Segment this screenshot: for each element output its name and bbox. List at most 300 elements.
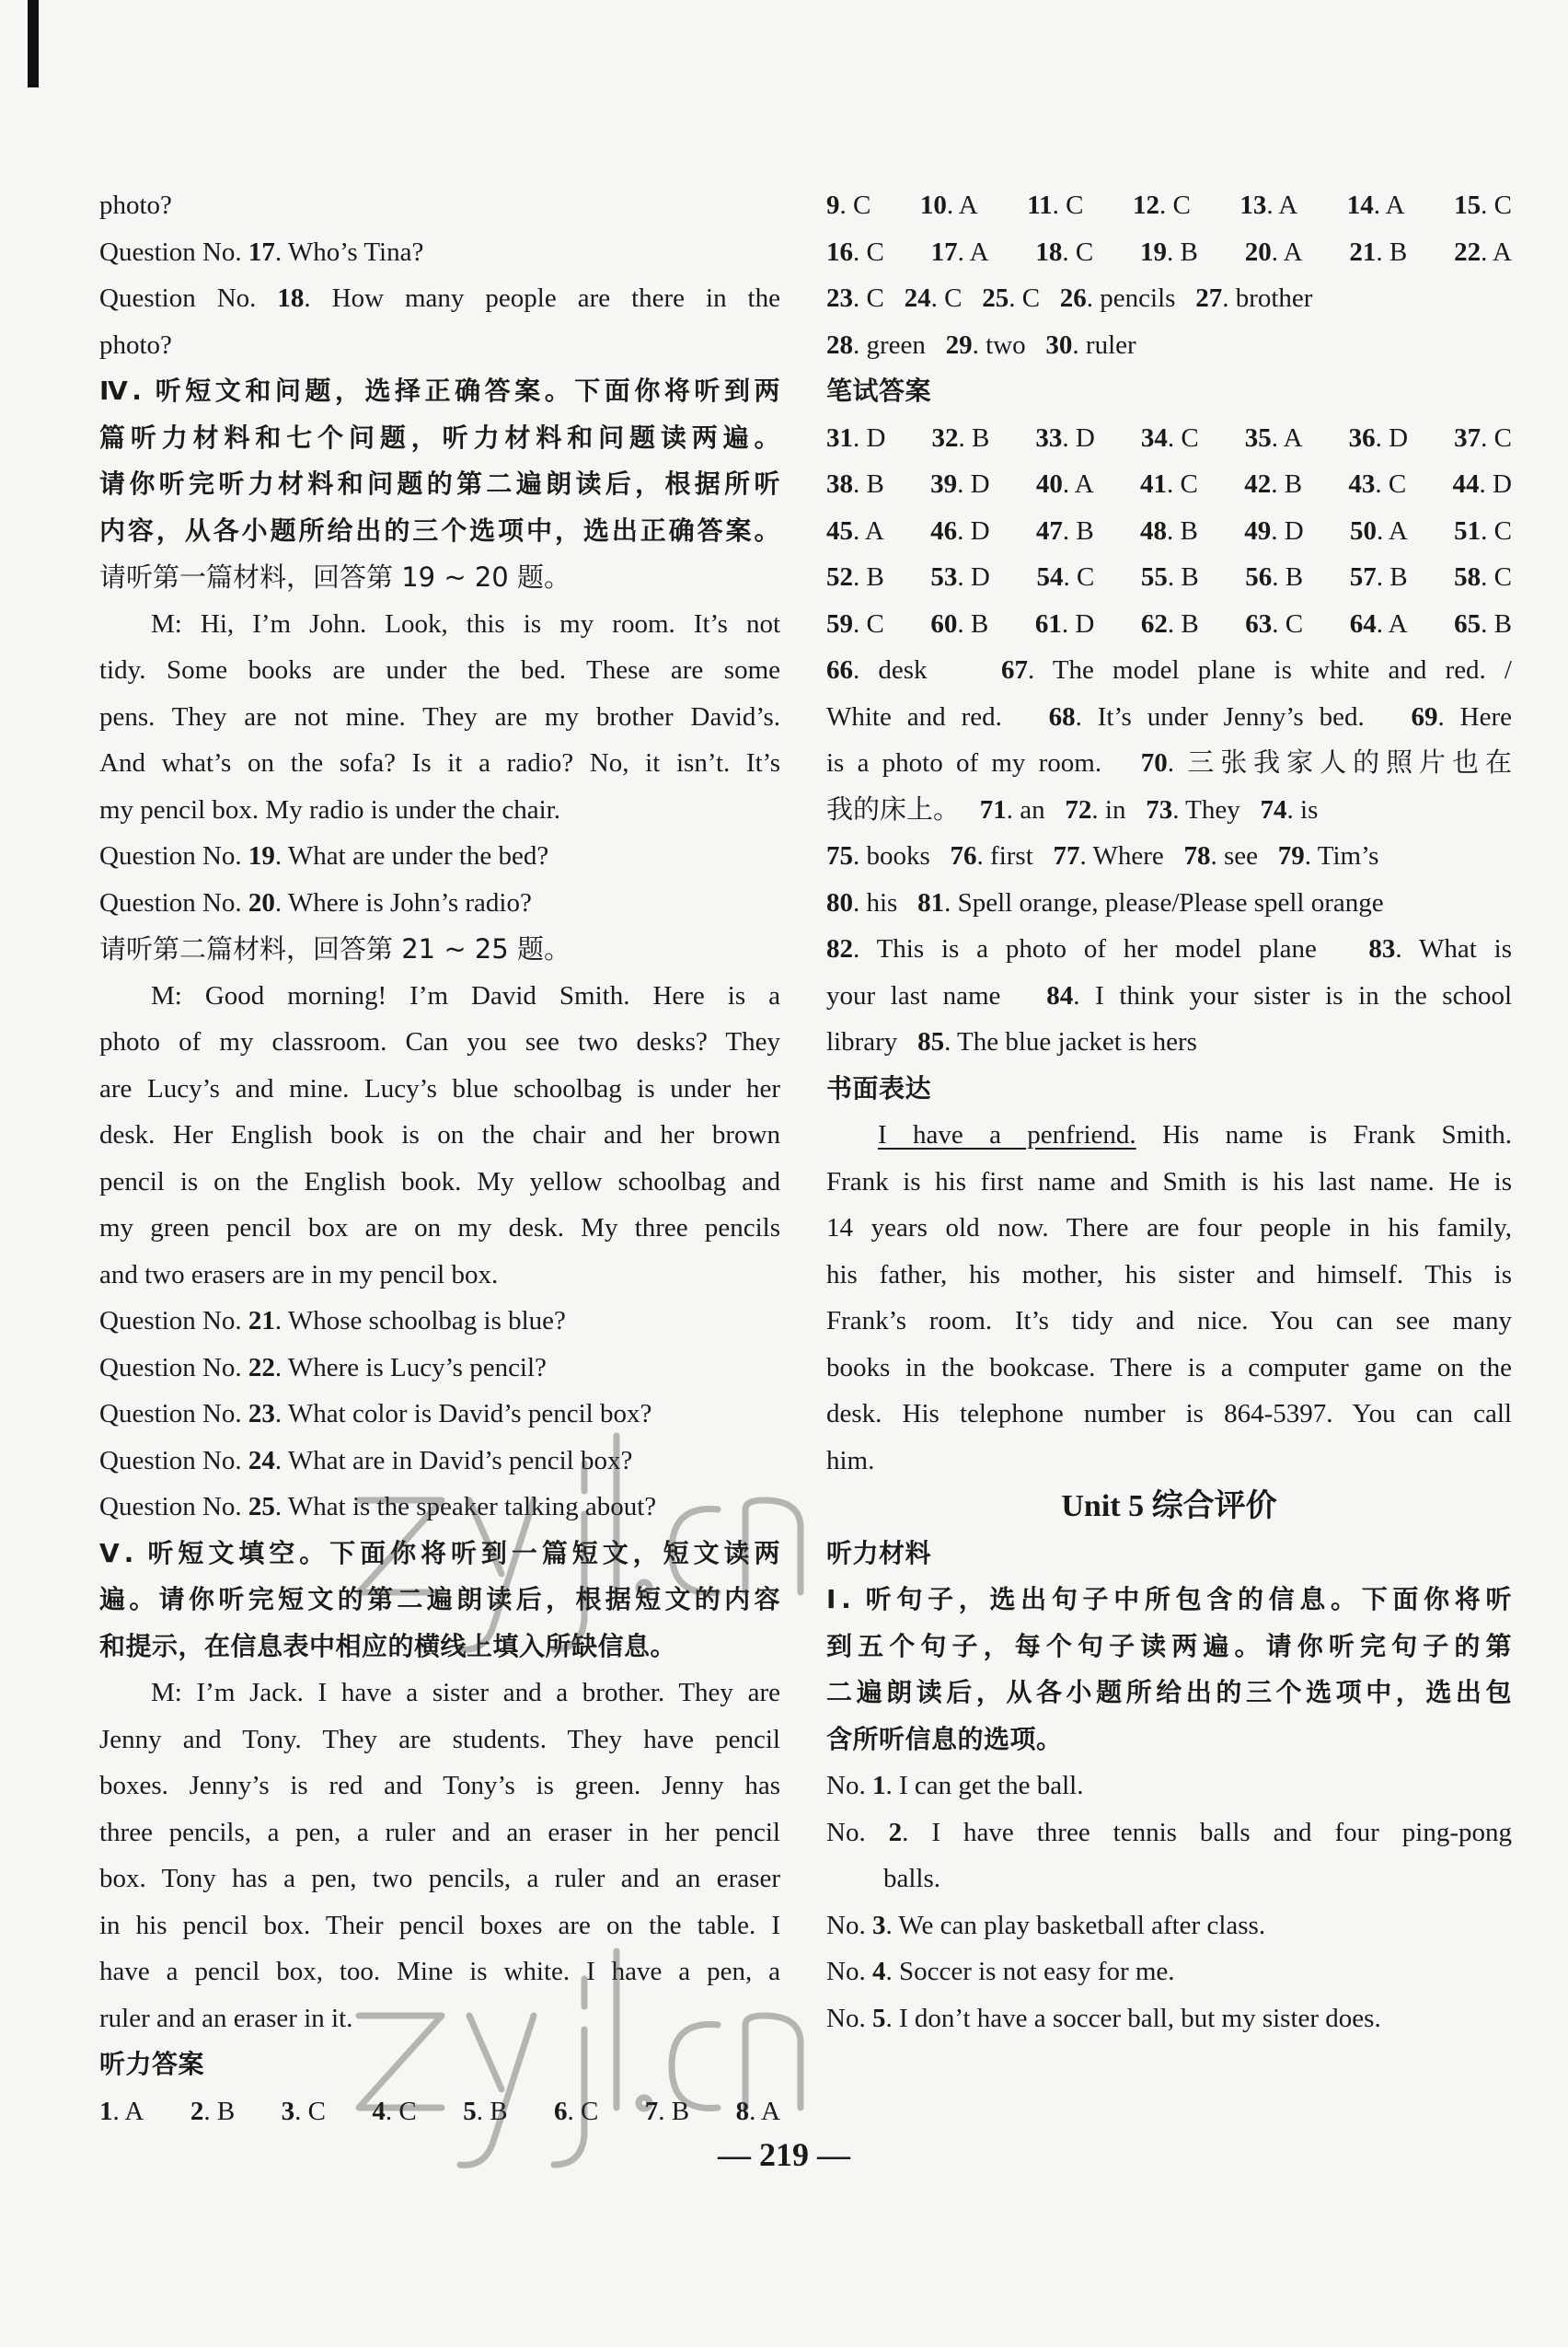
answer-item: 17. A	[930, 237, 989, 267]
answer-number: 57	[1349, 562, 1377, 592]
answer-number: 8	[735, 2096, 750, 2126]
text-run: No.	[826, 1771, 872, 1800]
text-run: . The model plane is white and red. /	[1027, 655, 1512, 685]
answer-item: 37. C	[1454, 422, 1512, 453]
answer-item: 16. C	[826, 237, 884, 267]
text-run: Question No.	[99, 1306, 248, 1335]
answer-item: 34. C	[1140, 422, 1199, 453]
answer-choice: C	[398, 2096, 417, 2126]
answer-item: 6. C	[554, 2096, 599, 2126]
answer-choice: B	[866, 562, 884, 592]
text-run: No.	[826, 1910, 872, 1940]
answer-choice: C	[1388, 469, 1407, 499]
left-column-line-30: Ⅴ. 听短文填空。下面你将听到一篇短文，短文读两	[99, 1537, 780, 1568]
question-number: 18	[277, 283, 305, 313]
text-run: . What is	[1395, 934, 1512, 964]
answer-item: 63. C	[1245, 608, 1304, 639]
answer-item: 12. C	[1133, 191, 1191, 220]
question-number: 75	[826, 841, 853, 871]
answer-item: 7. B	[644, 2096, 690, 2126]
text-run: . This is a photo of her model plane	[853, 934, 1369, 964]
answer-number: 14	[1346, 191, 1374, 220]
answer-item: 39. D	[930, 469, 990, 499]
left-column-line-24: and two erasers are in my pencil box.	[99, 1259, 499, 1289]
text-run: Question No.	[99, 1352, 248, 1382]
right-column-line-24: his father, his mother, his sister and himself. This is	[826, 1259, 1512, 1289]
right-column-line-19	[826, 1019, 1512, 1066]
right-column-line-38	[826, 1902, 1512, 1949]
left-column-line-31: 遍。请你听完短文的第二遍朗读后，根据短文的内容	[99, 1584, 780, 1614]
answer-number: 60	[930, 608, 958, 639]
text-run: . see	[1210, 841, 1278, 871]
answer-number: 41	[1140, 469, 1168, 499]
question-number: 67	[1000, 655, 1028, 685]
answer-item: 32. B	[931, 422, 990, 453]
answer-item: 59. C	[826, 608, 884, 639]
right-column-line-15	[826, 833, 1512, 880]
answer-number: 11	[1027, 191, 1053, 220]
answer-choice: B	[490, 2096, 508, 2126]
answer-number: 55	[1140, 562, 1168, 592]
answer-item: 31. D	[826, 422, 886, 453]
left-column-line-17: 请听第二篇材料，回答第 21 ~ 25 题。	[99, 933, 571, 965]
text-run: No.	[826, 2003, 872, 2033]
answer-number: 61	[1034, 608, 1062, 639]
answer-number: 40	[1035, 469, 1063, 499]
answer-choice: C	[1180, 469, 1198, 499]
answer-number: 43	[1348, 469, 1376, 499]
right-column-line-17	[826, 926, 1512, 973]
answer-item: 64. A	[1349, 608, 1408, 639]
question-number: 28	[826, 330, 853, 360]
text-run: . two	[972, 330, 1046, 360]
answer-choice: D	[1389, 422, 1409, 453]
answer-choice: A	[1492, 237, 1512, 267]
answer-number: 34	[1140, 422, 1168, 453]
text-run: . What are in David’s pencil box?	[274, 1445, 633, 1475]
question-number: 68	[1048, 701, 1076, 732]
answer-choice: C	[853, 191, 871, 220]
right-column-line-3	[826, 275, 1512, 322]
text-run: . What is the speaker talking about?	[274, 1492, 657, 1521]
right-column-line-25: Frank’s room. It’s tidy and nice. You can see many	[826, 1306, 1512, 1335]
answer-choice: D	[1075, 608, 1095, 639]
text-run: . What color is David’s pencil box?	[274, 1399, 652, 1428]
answer-item: 54. C	[1036, 562, 1095, 592]
answer-choice: B	[1181, 608, 1199, 639]
answer-number: 44	[1452, 469, 1480, 499]
answer-number: 16	[826, 237, 853, 267]
answer-choice: C	[1285, 608, 1304, 639]
left-column-line-22: pencil is on the English book. My yellow schoolbag and	[99, 1166, 780, 1197]
answer-choice: C	[1493, 191, 1512, 220]
answer-item: 18. C	[1035, 237, 1094, 267]
question-number: 26	[1059, 283, 1087, 313]
text-run: . Who’s Tina?	[274, 237, 424, 267]
answer-choice: A	[761, 2096, 780, 2126]
question-number: 25	[982, 283, 1009, 313]
text-run: His name is Frank Smith.	[1136, 1120, 1512, 1150]
answer-choice: B	[1285, 562, 1304, 592]
right-column-line-16	[826, 880, 1512, 927]
answer-number: 36	[1348, 422, 1376, 453]
right-column-line-32: 到五个句子，每个句子读两遍。请你听完句子的第	[826, 1630, 1512, 1661]
text-run: White and red.	[826, 701, 1049, 732]
right-column	[826, 182, 1512, 2041]
answer-choice: C	[1493, 422, 1512, 453]
right-column-line-2	[826, 229, 1512, 276]
right-column-line-34: 含所听信息的选项。	[826, 1723, 1063, 1754]
answer-choice: B	[1180, 515, 1198, 546]
answer-choice: B	[866, 469, 884, 499]
text-run: your last name	[826, 980, 1047, 1011]
left-column-line-36: three pencils, a pen, a ruler and an eraser in her pencil	[99, 1817, 780, 1847]
question-number: 21	[248, 1306, 275, 1335]
right-column-line-9	[826, 554, 1512, 601]
text-run: . The blue jacket is hers	[944, 1027, 1197, 1057]
answer-item: 47. B	[1035, 515, 1094, 546]
answer-number: 1	[99, 2096, 113, 2126]
text-run: No.	[826, 1817, 889, 1847]
answer-item: 40. A	[1035, 469, 1094, 499]
left-column-line-6: 篇听力材料和七个问题，听力材料和问题读两遍。	[99, 422, 780, 453]
text-run: is a photo of my room.	[826, 748, 1141, 778]
right-column-line-11	[826, 647, 1512, 694]
left-column-line-21: desk. Her English book is on the chair and her brown	[99, 1120, 780, 1150]
question-number: 80	[826, 887, 853, 918]
answer-choice: A	[1388, 515, 1408, 546]
text-run: library	[826, 1027, 918, 1057]
text-run: . Where is Lucy’s pencil?	[274, 1352, 547, 1382]
text-run: . his	[853, 887, 918, 918]
answer-item: 10. A	[919, 191, 978, 220]
answer-number: 21	[1349, 237, 1377, 267]
answer-item: 20. A	[1244, 237, 1303, 267]
answer-number: 33	[1035, 422, 1063, 453]
answer-number: 50	[1349, 515, 1377, 546]
text-run: Question No.	[99, 1399, 248, 1428]
answer-item: 5. B	[463, 2096, 508, 2126]
text-run: . What are under the bed?	[274, 841, 549, 871]
text-run: . Where is John’s radio?	[274, 887, 532, 918]
answer-number: 15	[1454, 191, 1482, 220]
question-number: 5	[871, 2003, 886, 2033]
answer-item: 53. D	[930, 562, 990, 592]
text-run: Question No.	[99, 841, 248, 871]
left-column-line-5: Ⅳ. 听短文和问题，选择正确答案。下面你将听到两	[99, 376, 780, 406]
right-column-line-35	[826, 1763, 1512, 1809]
answer-item: 51. C	[1454, 515, 1512, 546]
right-column-line-21	[826, 1112, 1512, 1159]
answer-choice: A	[1278, 191, 1298, 220]
left-column-line-8: 内容，从各小题所给出的三个选项中，选出正确答案。	[99, 514, 780, 546]
left-column-line-37: box. Tony has a pen, two pencils, a ruler and an eraser	[99, 1864, 780, 1893]
question-number: 3	[871, 1910, 886, 1940]
answer-item: 11. C	[1027, 191, 1084, 220]
left-column-line-18: M: Good morning! I’m David Smith. Here is a	[151, 980, 780, 1011]
text-run: . C	[1009, 283, 1060, 313]
left-column-line-32: 和提示，在信息表中相应的横线上填入所缺信息。	[99, 1630, 677, 1661]
answer-number: 3	[281, 2096, 295, 2126]
answer-choice: B	[1180, 237, 1198, 267]
answer-item: 58. C	[1454, 562, 1512, 592]
answer-choice: A	[864, 515, 884, 546]
answer-choice: A	[1385, 191, 1405, 220]
text-run: . 三张我家人的照片也在	[1167, 748, 1512, 778]
text-run: . Tim’s	[1304, 841, 1379, 871]
text-run: . I can get the ball.	[885, 1771, 1084, 1800]
answer-choice: C	[1181, 422, 1199, 453]
answer-item: 3. C	[281, 2096, 326, 2126]
answer-item: 45. A	[826, 515, 884, 546]
question-number: 23	[248, 1399, 275, 1428]
answer-number: 17	[930, 237, 958, 267]
left-column-line-1: photo?	[99, 191, 172, 220]
answer-item: 13. A	[1239, 191, 1298, 220]
answer-choice: D	[970, 515, 990, 546]
answer-number: 31	[826, 422, 853, 453]
answer-choice: D	[1492, 469, 1512, 499]
answer-item: 61. D	[1034, 608, 1095, 639]
text-run: . They	[1172, 794, 1261, 825]
question-number: 73	[1146, 794, 1173, 825]
left-column-line-26	[99, 1345, 780, 1392]
right-column-line-31: Ⅰ. 听句子，选出句子中所包含的信息。下面你将听	[826, 1584, 1512, 1614]
answer-item: 65. B	[1454, 608, 1512, 639]
text-run: . pencils	[1086, 283, 1196, 313]
answer-choice: A	[1283, 422, 1303, 453]
answer-item: 2. B	[190, 2096, 236, 2126]
answer-number: 20	[1244, 237, 1272, 267]
question-number: 1	[871, 1771, 886, 1800]
page-number: — 219 —	[718, 2136, 850, 2173]
answer-number: 65	[1454, 608, 1482, 639]
text-run: Question No.	[99, 1445, 248, 1475]
left-column	[99, 182, 780, 2134]
left-column-line-13: And what’s on the sofa? Is it a radio? No, it isn’t. It’s	[99, 748, 780, 778]
answer-number: 56	[1245, 562, 1273, 592]
answer-choice: C	[1076, 562, 1095, 592]
text-run: . C	[930, 283, 983, 313]
text-run: . an	[1006, 794, 1066, 825]
answer-number: 12	[1133, 191, 1159, 220]
answer-item: 41. C	[1140, 469, 1198, 499]
answer-item: 9. C	[826, 191, 871, 220]
question-number: 24	[248, 1445, 275, 1475]
answer-choice: C	[866, 237, 884, 267]
left-column-line-4: photo?	[99, 330, 172, 360]
answer-choice: C	[1066, 191, 1084, 220]
text-run: . green	[853, 330, 946, 360]
answer-item: 52. B	[826, 562, 884, 592]
answer-number: 35	[1244, 422, 1272, 453]
answer-choice: B	[1076, 515, 1094, 546]
text-run: . Soccer is not easy for me.	[885, 1957, 1175, 1986]
answer-number: 4	[372, 2096, 386, 2126]
question-number: 25	[248, 1492, 275, 1521]
right-column-line-23: 14 years old now. There are four people in his family,	[826, 1213, 1512, 1243]
left-column-line-33: M: I’m Jack. I have a sister and a brother. They are	[151, 1678, 780, 1707]
right-column-line-8	[826, 508, 1512, 555]
question-number: 22	[248, 1352, 275, 1382]
question-number: 81	[917, 887, 945, 918]
answer-choice: B	[970, 608, 989, 639]
answer-item: 35. A	[1244, 422, 1303, 453]
right-column-line-33: 二遍朗读后，从各小题所给出的三个选项中，选出包	[826, 1677, 1512, 1707]
answer-item: 49. D	[1244, 515, 1304, 546]
text-run: No.	[826, 1957, 872, 1986]
answer-choice: D	[1075, 422, 1095, 453]
answer-number: 54	[1036, 562, 1064, 592]
left-column-line-29	[99, 1484, 780, 1531]
text-run: . brother	[1222, 283, 1313, 313]
left-column-line-15	[99, 833, 780, 880]
question-number: 24	[904, 283, 931, 313]
text-run: . books	[853, 841, 951, 871]
question-number: 66	[826, 655, 853, 685]
answer-choice: C	[1075, 237, 1094, 267]
question-number: 69	[1411, 701, 1438, 732]
answer-number: 64	[1349, 608, 1377, 639]
right-column-line-20: 书面表达	[826, 1072, 932, 1104]
left-column-line-12: pens. They are not mine. They are my brother David’s.	[99, 701, 780, 732]
answer-item: 4. C	[372, 2096, 417, 2126]
right-column-line-1	[826, 182, 1512, 229]
answer-choice: C	[1493, 515, 1512, 546]
text-run: Question No.	[99, 283, 278, 313]
answer-number: 47	[1035, 515, 1063, 546]
question-number: 77	[1053, 841, 1080, 871]
right-column-line-7	[826, 461, 1512, 508]
text-run: Question No.	[99, 887, 248, 918]
answer-choice: A	[1074, 469, 1094, 499]
left-column-line-35: boxes. Jenny’s is red and Tony’s is green. Jenny has	[99, 1771, 780, 1800]
question-number: 71	[979, 794, 1007, 825]
answer-number: 32	[931, 422, 959, 453]
answer-number: 2	[190, 2096, 204, 2126]
right-column-line-40	[826, 1995, 1512, 2042]
right-column-line-26: books in the bookcase. There is a computer game on the	[826, 1352, 1512, 1382]
text-run: . I think your sister is in the school	[1073, 980, 1512, 1011]
text-run: . It’s under Jenny’s bed.	[1075, 701, 1412, 732]
text-run: . Whose schoolbag is blue?	[274, 1306, 566, 1335]
left-column-line-38: in his pencil box. Their pencil boxes are on the table. I	[99, 1910, 780, 1940]
answer-choice: B	[1389, 562, 1408, 592]
answer-item: 38. B	[826, 469, 884, 499]
answer-choice: B	[971, 422, 990, 453]
answer-number: 18	[1035, 237, 1063, 267]
left-column-line-2	[99, 229, 780, 276]
answer-item: 33. D	[1035, 422, 1095, 453]
answer-choice: A	[1283, 237, 1303, 267]
text-run: . I don’t have a soccer ball, but my sister does.	[885, 2003, 1381, 2033]
answer-choice: A	[958, 191, 978, 220]
answer-item: 15. C	[1454, 191, 1512, 220]
question-number: 70	[1140, 748, 1168, 778]
answer-number: 59	[826, 608, 853, 639]
answer-choice: C	[1172, 191, 1191, 220]
answer-number: 63	[1245, 608, 1273, 639]
text-run: . Here	[1437, 701, 1512, 732]
text-run: Question No.	[99, 237, 248, 267]
answer-item: 44. D	[1452, 469, 1512, 499]
question-number: 4	[871, 1957, 886, 1986]
question-number: 23	[826, 283, 853, 313]
question-number: 19	[248, 841, 275, 871]
left-column-line-20: are Lucy’s and mine. Lucy’s blue schoolbag is under her	[99, 1073, 780, 1104]
answer-item: 42. B	[1244, 469, 1303, 499]
question-number: 85	[917, 1027, 945, 1057]
right-column-line-12	[826, 694, 1512, 741]
text-run: . Where	[1079, 841, 1184, 871]
answer-item: 46. D	[930, 515, 990, 546]
answer-choice: D	[970, 562, 990, 592]
right-column-line-18	[826, 973, 1512, 1020]
text-run: . ruler	[1072, 330, 1136, 360]
text-run: . in	[1091, 794, 1147, 825]
answer-number: 51	[1454, 515, 1482, 546]
answer-item: 19. B	[1140, 237, 1198, 267]
answer-number: 42	[1244, 469, 1272, 499]
left-column-line-11: tidy. Some books are under the bed. These are some	[99, 655, 780, 685]
answer-number: 22	[1454, 237, 1482, 267]
left-column-line-27	[99, 1391, 780, 1438]
text-run: . desk	[853, 655, 1001, 685]
right-column-line-36	[826, 1809, 1512, 1856]
answer-choice: B	[1493, 608, 1512, 639]
left-column-line-41: 听力答案	[99, 2049, 205, 2079]
left-column-line-40: ruler and an eraser in it.	[99, 2003, 353, 2033]
answer-choice: D	[866, 422, 886, 453]
answer-item: 48. B	[1140, 515, 1198, 546]
question-number: 27	[1195, 283, 1223, 313]
text-run: . Spell orange, please/Please spell orange	[944, 887, 1384, 918]
left-column-line-28	[99, 1438, 780, 1485]
right-column-line-28: him.	[826, 1445, 875, 1475]
answer-item: 60. B	[930, 608, 989, 639]
underlined-text: I have a penfriend.	[878, 1120, 1136, 1150]
answer-number: 49	[1244, 515, 1272, 546]
answer-choice: A	[969, 237, 989, 267]
left-column-line-19: photo of my classroom. Can you see two desks? They	[99, 1027, 780, 1057]
answer-choice: D	[970, 469, 990, 499]
text-run: . C	[853, 283, 905, 313]
right-column-line-5: 笔试答案	[826, 376, 932, 406]
answer-choice: B	[1389, 237, 1408, 267]
question-number: 74	[1260, 794, 1287, 825]
right-column-line-30: 听力材料	[826, 1537, 932, 1568]
left-column-line-9: 请听第一篇材料，回答第 19 ~ 20 题。	[99, 561, 571, 593]
answer-number: 5	[463, 2096, 477, 2126]
right-column-line-14	[826, 787, 1512, 834]
left-column-line-39: have a pencil box, too. Mine is white. I have a pen, a	[99, 1957, 780, 1986]
answer-choice: B	[1284, 469, 1303, 499]
answer-number: 58	[1454, 562, 1482, 592]
text-run: Question No.	[99, 1492, 248, 1521]
answer-item: 21. B	[1349, 237, 1408, 267]
answer-number: 9	[826, 191, 840, 220]
answer-choice: C	[307, 2096, 326, 2126]
left-column-line-14: my pencil box. My radio is under the chair.	[99, 794, 560, 825]
answer-number: 7	[644, 2096, 659, 2126]
left-column-line-25	[99, 1298, 780, 1345]
right-column-line-10	[826, 601, 1512, 648]
left-column-line-23: my green pencil box are on my desk. My three pencils	[99, 1213, 780, 1243]
right-column-line-6	[826, 415, 1512, 462]
question-number: 83	[1368, 934, 1396, 964]
question-number: 20	[248, 887, 275, 918]
answer-choice: C	[1493, 562, 1512, 592]
